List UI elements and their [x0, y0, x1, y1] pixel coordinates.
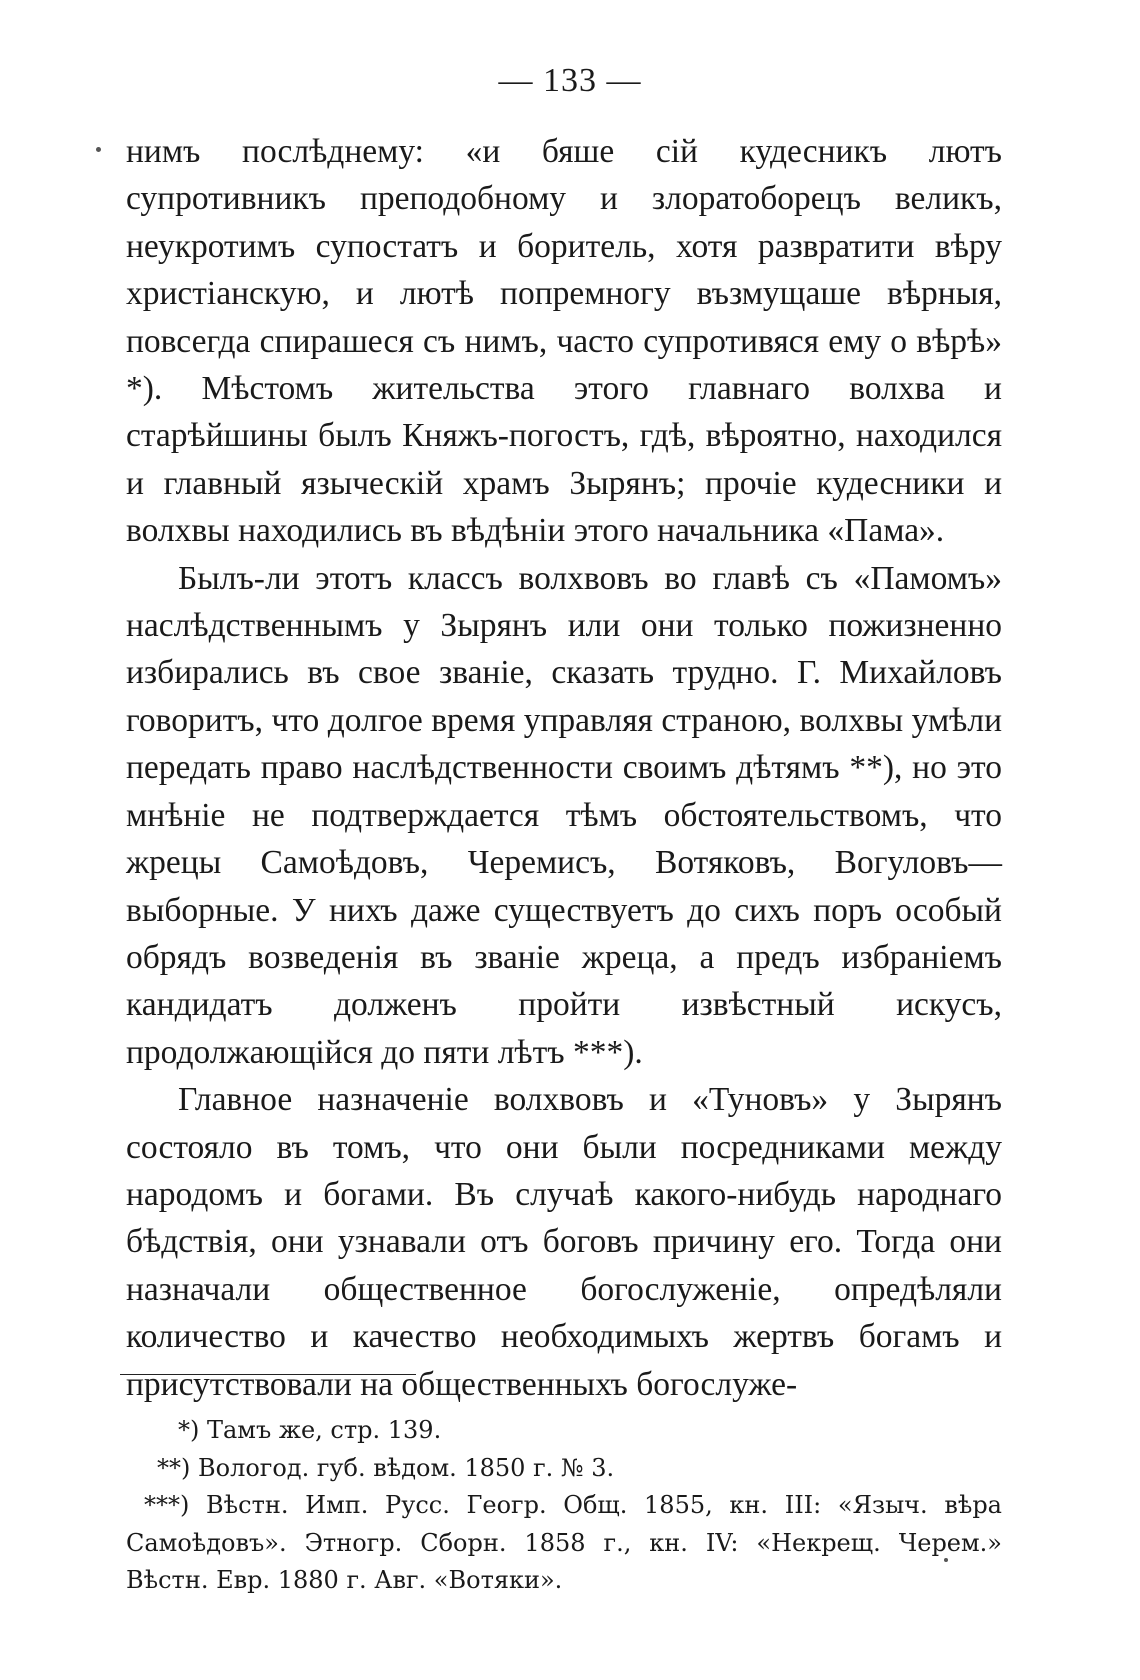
margin-mark — [944, 1558, 948, 1562]
footnote: **) Вологод. губ. вѣдом. 1850 г. № 3. — [157, 1453, 615, 1482]
margin-mark — [96, 147, 101, 152]
footnote: ***) Вѣстн. Имп. Русс. Геогр. Общ. 1855, кн. III: «Языч. вѣра Самоѣдовъ». Этногр. Сборн. 1858 г., кн. IV: «Некрещ. Черем.» Вѣстн. Евр. 1880 г. Авг. «Вотяки». — [126, 1491, 1002, 1594]
page-number: — 133 — — [498, 62, 642, 99]
paragraph: Былъ-ли этотъ классъ волхвовъ во главѣ съ «Памомъ» наслѣдственнымъ у Зырянъ или они только пожизненно избирались въ свое званіе, сказать трудно. Г. Михайловъ говоритъ, что долгое время управляя страною, волхвы умѣли передать право наслѣдственности своимъ дѣтямъ **), но это мнѣніе не подтверждается тѣмъ обстоятельствомъ, что жрецы Самоѣдовъ, Черемисъ, Вотяковъ, Вогуловъ—выборные. У нихъ даже существуетъ до сихъ поръ особый обрядъ возведенія въ званіе жреца, а предъ избраніемъ кандидатъ долженъ пройти извѣстный искусъ, продолжающійся до пяти лѣтъ ***). — [126, 559, 1002, 1071]
footnotes — [126, 1412, 1002, 1600]
paragraph: Главное назначеніе волхвовъ и «Туновъ» у Зырянъ состояло въ томъ, что они были посредниками между народомъ и богами. Въ случаѣ какого-нибудь народнаго бѣдствія, они узнавали отъ боговъ причину его. Тогда они назначали общественное богослуженіе, опредѣляли количество и качество необходимыхъ жертвъ богамъ и присутствовали на общественныхъ богослуже- — [126, 1081, 1002, 1403]
main-text — [126, 128, 1002, 1408]
paragraph-continuation: нимъ послѣднему: «и бяше сій кудесникъ лютъ супротивникъ преподобному и злоратоборецъ великъ, неукротимъ супостатъ и боритель, хотя развратити вѣру христіанскую, и лютѣ попремногу възмущаше вѣрныя, повсегда спирашеся съ нимъ, часто супротивяся ему о вѣрѣ» *). Мѣстомъ жительства этого главнаго волхва и старѣйшины былъ Княжъ-погостъ, гдѣ, вѣроятно, находился и главный языческій храмъ Зырянъ; прочіе кудесники и волхвы находились въ вѣдѣніи этого начальника «Пама». — [126, 133, 1002, 550]
footnote-divider — [120, 1374, 416, 1375]
footnote: *) Тамъ же, стр. 139. — [178, 1416, 442, 1444]
